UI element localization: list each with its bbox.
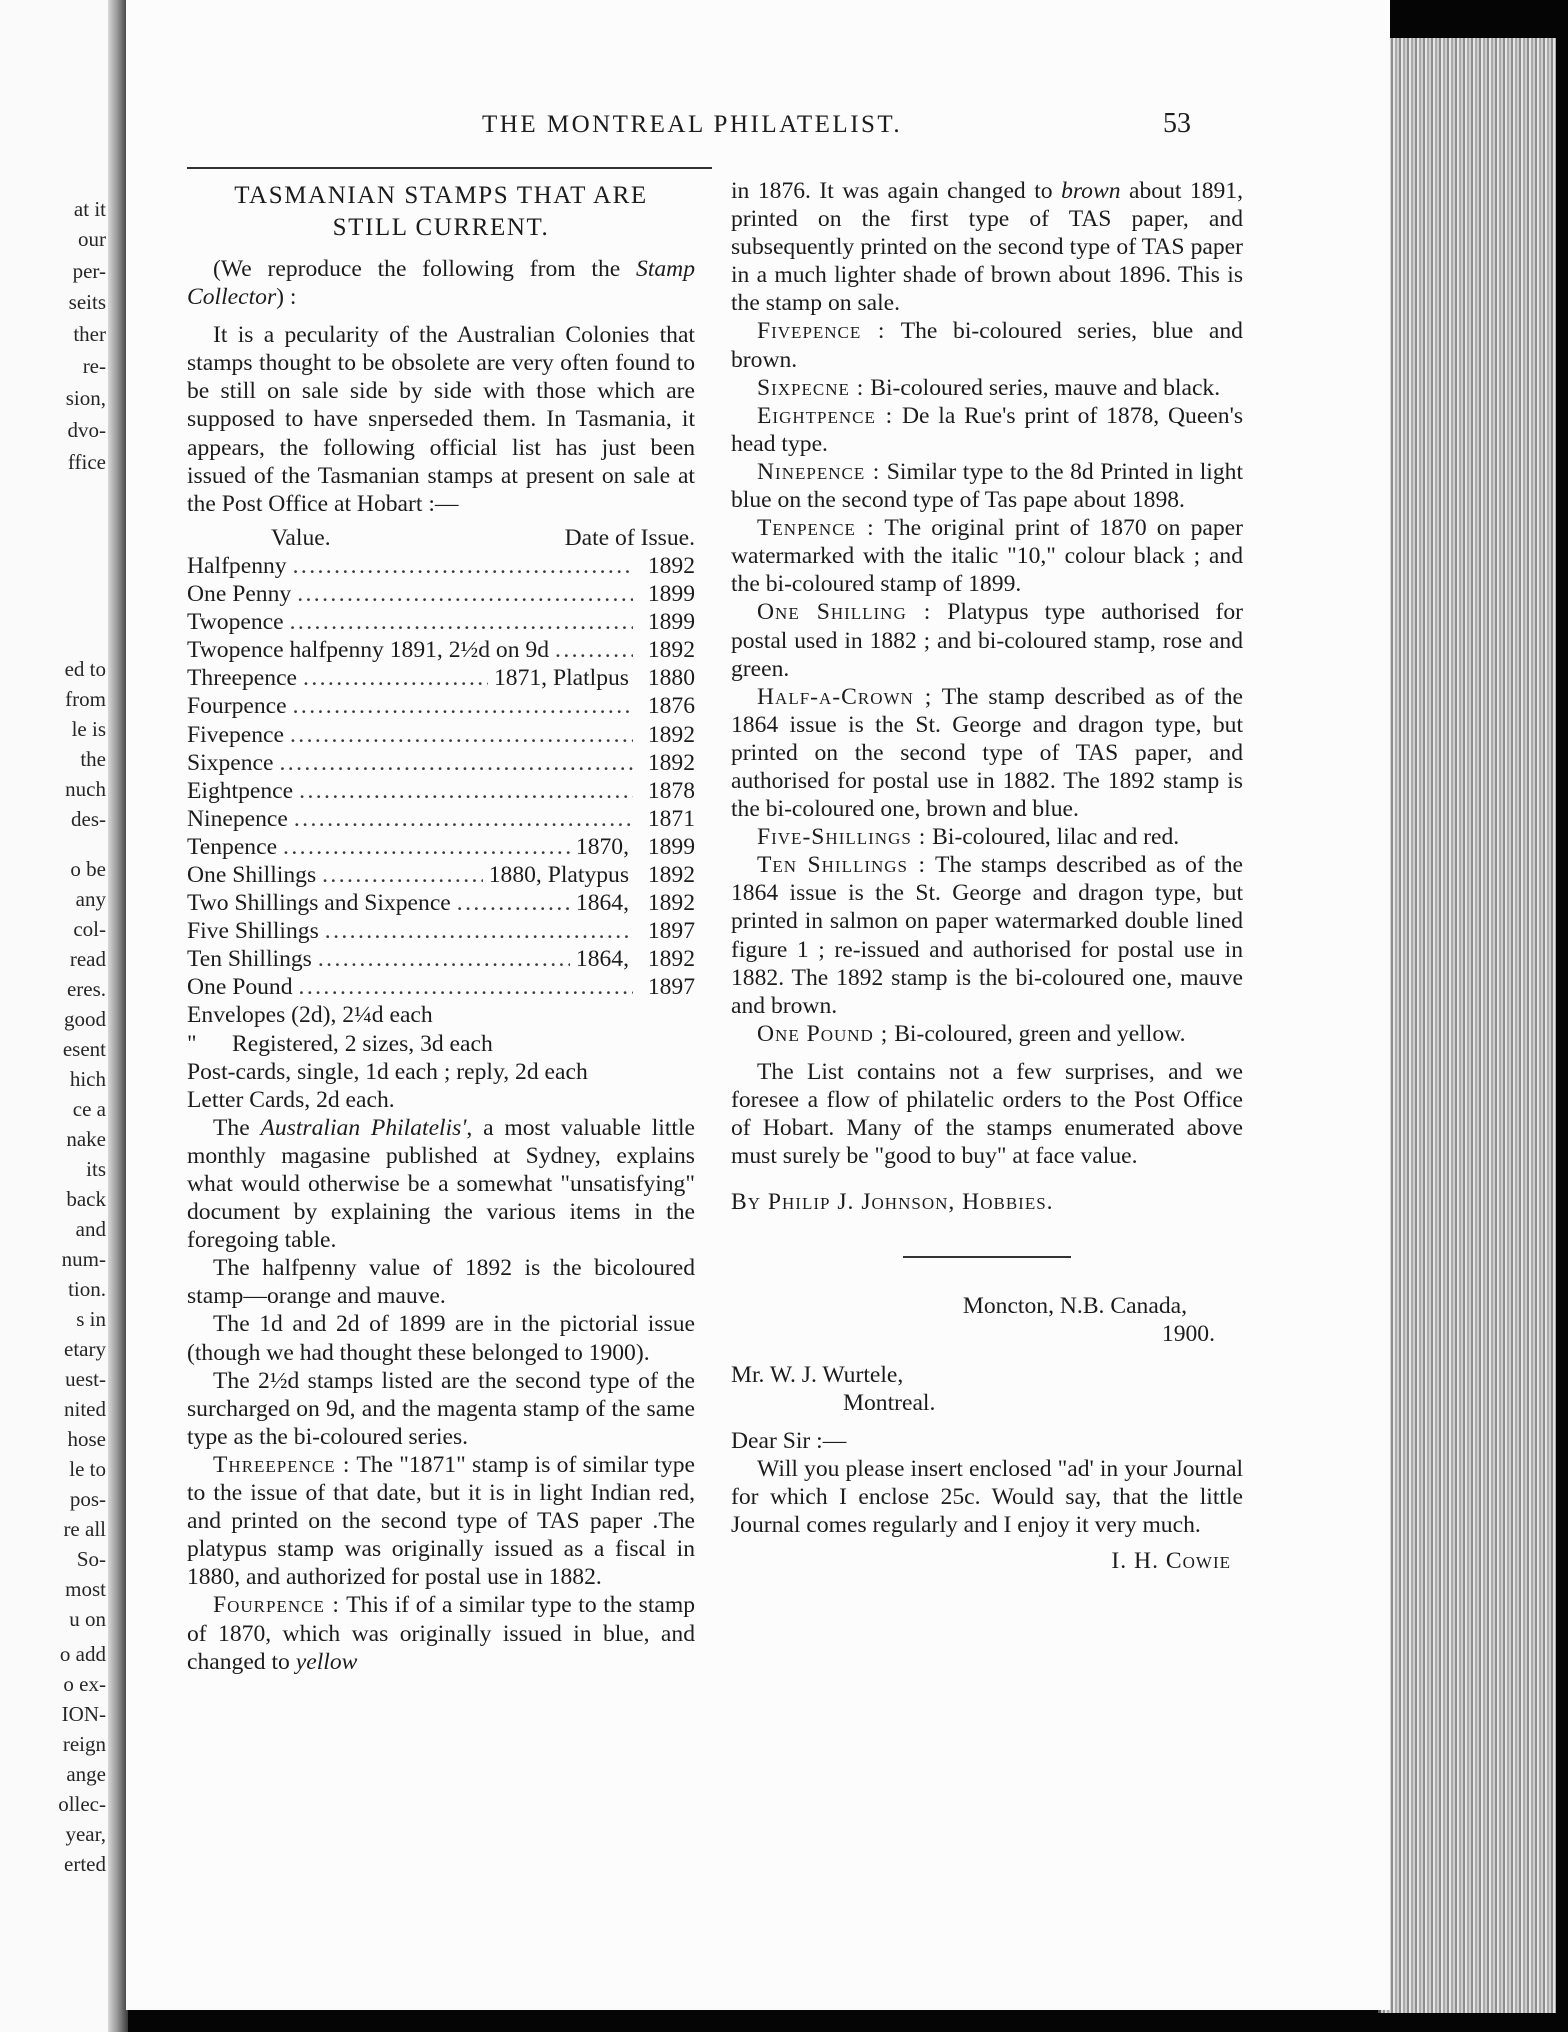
facing-page-text: num- — [61, 1247, 106, 1271]
column-left — [187, 180, 695, 1676]
facing-page-text: o be — [70, 857, 106, 881]
stamp-value: Halfpenny — [187, 552, 287, 579]
facing-page-text: at it — [73, 197, 106, 221]
stamp-value: One Pound — [187, 974, 293, 1001]
facing-page-text: seits — [68, 290, 106, 314]
facing-page-text: re all — [63, 1517, 106, 1541]
facing-page-text: the — [80, 747, 106, 771]
facing-page-text: back — [66, 1187, 106, 1211]
misc-lines — [187, 1001, 695, 1113]
table-row — [187, 552, 695, 580]
paragraph-halfpenny: The halfpenny value of 1892 is the bicoloured stamp—orange and mauve. — [187, 1255, 695, 1310]
letter-year: 1900. — [1161, 1321, 1215, 1348]
stamp-description — [731, 851, 1243, 1020]
stamp-value: Five Shillings — [187, 918, 319, 945]
stamp-extra: 1864, — [575, 890, 629, 917]
facing-page-text: le to — [69, 1457, 106, 1481]
leader-dots — [283, 833, 570, 861]
stamp-year: 1897 — [647, 974, 695, 1001]
stamp-year: 1892 — [647, 721, 695, 748]
leader-dots — [303, 664, 488, 692]
stamp-description-label: Half-a-Crown ; — [757, 683, 933, 710]
leader-dots — [297, 580, 633, 608]
facing-page-text: erted — [64, 1852, 106, 1876]
stamp-value: Tenpence — [187, 833, 278, 860]
stamp-description — [731, 1020, 1243, 1048]
section-divider — [903, 1256, 1071, 1258]
facing-page-text: nake — [66, 1127, 106, 1151]
stamp-description-label: Tenpence : — [757, 515, 875, 542]
stamp-description — [731, 683, 1243, 823]
stamp-value: One Penny — [187, 581, 292, 608]
table-row — [187, 945, 695, 973]
stamp-extra: 1871, Platlpus — [493, 665, 629, 692]
facing-page-text: o add — [59, 1642, 106, 1666]
letter-city: Montreal. — [843, 1389, 936, 1416]
table-header-date: Date of Issue. — [564, 524, 695, 551]
facing-page-text: our — [78, 227, 106, 251]
facing-page-text: any — [75, 887, 106, 911]
leader-dots — [290, 608, 633, 636]
stamp-description-label: One Pound ; — [757, 1020, 889, 1047]
facing-page-fragment — [0, 0, 112, 2032]
byline: By Philip J. Johnson, Hobbies. — [731, 1189, 1054, 1216]
facing-page-text: its — [86, 1157, 106, 1181]
facing-page-text: ed to — [64, 657, 106, 681]
book-gutter — [108, 0, 128, 2032]
facing-page-text: So- — [76, 1547, 106, 1571]
stamp-value: One Shillings — [187, 861, 317, 888]
stamp-extra: 1864, — [575, 946, 629, 973]
stamp-year: 1892 — [647, 890, 695, 917]
table-row — [187, 889, 695, 917]
stamp-description-label: One Shilling : — [757, 599, 932, 626]
stamp-table — [187, 552, 695, 1002]
stamp-year: 1899 — [647, 581, 695, 608]
stamp-value: Fivepence — [187, 721, 284, 748]
table-row — [187, 692, 695, 720]
column-right — [731, 177, 1243, 1575]
facing-page-text: good — [64, 1007, 106, 1031]
facing-page-text: ollec- — [58, 1792, 106, 1816]
article-title-line1: TASMANIAN STAMPS THAT ARE — [234, 182, 648, 209]
facing-page-text: etary — [64, 1337, 106, 1361]
leader-dots — [293, 552, 633, 580]
table-row — [187, 636, 695, 664]
facing-page-text: reign — [62, 1732, 106, 1756]
stamp-descriptions — [731, 317, 1243, 1047]
facing-page-text: nited — [64, 1397, 106, 1421]
facing-page-text: from — [65, 687, 106, 711]
stamp-year: 1892 — [647, 946, 695, 973]
stamp-value: Two Shillings and Sixpence — [187, 890, 451, 917]
stamp-value: Twopence halfpenny 1891, 2½d on 9d — [187, 637, 550, 664]
stamp-description-text: De la Rue's print of 1878, Queen's head type. — [731, 402, 1243, 457]
stamp-extra: 1870, — [575, 833, 629, 860]
facing-page-text: nuch — [65, 777, 106, 801]
stamp-value: Threepence — [187, 665, 298, 692]
stamp-year: 1892 — [647, 749, 695, 776]
stamp-description — [731, 598, 1243, 682]
leader-dots — [299, 777, 633, 805]
leader-dots — [290, 721, 633, 749]
facing-page-text: most — [65, 1577, 106, 1601]
stamp-year: 1897 — [647, 918, 695, 945]
facing-page-text: u on — [69, 1607, 106, 1631]
table-row — [187, 608, 695, 636]
stamp-description-label: Ninepence : — [757, 458, 881, 485]
header-rule — [187, 167, 712, 169]
table-row — [187, 580, 695, 608]
facing-page-text: dvo- — [67, 418, 106, 442]
table-row — [187, 833, 695, 861]
paragraph-peculiarity: It is a pecularity of the Australian Colonies that stamps thought to be obsolete are very often found to be still on sale side by side with those which are supposed to have snperseded them. In Tasmania, it appears, the following official list has just been issued of the Tasmanian stamps at present on sale at the Post Office at Hobart :— — [187, 322, 695, 517]
table-row — [187, 664, 695, 692]
stamp-description-text: Platypus type authorised for postal used in 1882 ; and bi-coloured stamp, rose and green. — [731, 599, 1243, 682]
letter-place: Moncton, N.B. Canada, — [962, 1293, 1187, 1320]
stamp-value: Fourpence — [187, 693, 287, 720]
paragraph-threepence: Threepence : The "1871" stamp is of similar type to the issue of that date, but it is in light Indian red, and printed on the second type of TAS paper .The platypus stamp was originally issued as a fiscal in 1880, and authorized for postal use in 1882. — [187, 1451, 695, 1591]
stamp-year: 1876 — [647, 693, 695, 720]
facing-page-text: year, — [65, 1822, 106, 1846]
page-number: 53 — [1163, 108, 1191, 139]
facing-page-text: ffice — [67, 450, 106, 474]
facing-page-text: and — [75, 1217, 106, 1241]
paragraph-1d-2d: The 1d and 2d of 1899 are in the pictorial issue (though we had thought these belonged to 1900). — [187, 1311, 695, 1366]
facing-page-text: o ex- — [63, 1672, 106, 1696]
stamp-description — [731, 458, 1243, 514]
stamp-description-text: Bi-coloured, lilac and red. — [932, 824, 1180, 851]
letter-signature: I. H. Cowie — [1111, 1548, 1231, 1575]
facing-page-text: col- — [73, 917, 106, 941]
table-row — [187, 721, 695, 749]
leader-dots — [325, 917, 633, 945]
facing-page-text: ange — [66, 1762, 106, 1786]
stamp-description-text: Bi-coloured, green and yellow. — [894, 1020, 1186, 1047]
stamp-description-text: The stamp described as of the 1864 issue is the St. George and dragon type, but printed on the second type of TAS paper, and authorised for postal use in 1882. The 1892 stamp is the bi-coloured one, brown and blue. — [731, 683, 1243, 823]
stamp-description — [731, 402, 1243, 458]
stamp-description-text: The original print of 1870 on paper watermarked with the italic "10," colour black ; and the bi-coloured stamp of 1899. — [731, 515, 1243, 598]
stamp-description — [731, 317, 1243, 373]
running-title: THE MONTREAL PHILATELIST. — [482, 111, 903, 138]
stamp-description — [731, 374, 1243, 402]
stamp-description-text: The stamps described as of the 1864 issue is the St. George and dragon type, but printed in salmon on paper watermarked double lined figure 1 ; re-issued and authorised for postal use in 1882. The 1892 stamp is the bi-coloured one, mauve and brown. — [731, 852, 1243, 1019]
stamp-description-label: Sixpecne : — [757, 374, 865, 401]
fourpence-label: Fourpence : — [213, 1592, 340, 1619]
misc-line: Letter Cards, 2d each. — [187, 1086, 395, 1113]
table-row — [187, 749, 695, 777]
stamp-extra: 1880, Platypus — [488, 861, 629, 888]
source-title: Stamp Collector — [187, 256, 695, 311]
facing-page-text: hich — [69, 1067, 106, 1091]
table-row — [187, 777, 695, 805]
paragraph-fourpence-start: Fourpence : This if of a similar type to the stamp of 1870, which was originally issued in blue, and changed to yellow — [187, 1592, 696, 1675]
stamp-year: 1871 — [647, 805, 695, 832]
stamp-description-label: Ten Shillings : — [757, 852, 927, 879]
misc-line: Post-cards, single, 1d each ; reply, 2d each — [187, 1058, 588, 1085]
table-header-value: Value. — [271, 524, 331, 551]
table-row — [187, 805, 695, 833]
article-title — [187, 180, 695, 244]
facing-page-text: sion, — [65, 386, 106, 410]
facing-page-text: tion. — [68, 1277, 106, 1301]
facing-page-text: ION- — [61, 1702, 106, 1726]
paragraph-2half: The 2½d stamps listed are the second type of the surcharged on 9d, and the magenta stamp of the same type as the bi-coloured series. — [187, 1367, 695, 1450]
facing-page-text: pos- — [69, 1487, 106, 1511]
leader-dots — [322, 861, 483, 889]
stamp-value: Ninepence — [187, 805, 288, 832]
table-header — [187, 524, 695, 552]
stamp-value: Twopence — [187, 609, 284, 636]
leader-dots — [555, 636, 633, 664]
facing-page-text: esent — [62, 1037, 106, 1061]
facing-page-text: read — [69, 947, 106, 971]
leader-dots — [293, 692, 633, 720]
stamp-description-label: Fivepence : — [757, 318, 886, 345]
facing-page-text: uest- — [65, 1367, 106, 1391]
stamp-description-text: Bi-coloured series, mauve and black. — [870, 374, 1221, 401]
stamp-year: 1892 — [647, 861, 695, 888]
misc-line: Envelopes (2d), 2¼d each — [187, 1002, 433, 1029]
facing-page-text: ce a — [72, 1097, 106, 1121]
facing-page-text: eres. — [66, 977, 106, 1001]
page-edges — [1378, 38, 1556, 2013]
letter-recipient: Mr. W. J. Wurtele, — [731, 1361, 904, 1388]
leader-dots — [318, 945, 570, 973]
stamp-description — [731, 514, 1243, 598]
magazine-title: Australian Philatelis' — [260, 1114, 467, 1141]
stamp-value: Eightpence — [187, 777, 294, 804]
facing-page-text: re- — [82, 354, 106, 378]
table-row — [187, 861, 695, 889]
misc-line: " Registered, 2 sizes, 3d each — [187, 1030, 493, 1057]
facing-page-text: s in — [76, 1307, 106, 1331]
stamp-value: Sixpence — [187, 749, 274, 776]
intro-paragraph: (We reproduce the following from the Stamp Collector) : — [187, 256, 695, 311]
leader-dots — [457, 889, 570, 917]
facing-page-text: hose — [67, 1427, 106, 1451]
stamp-year: 1880 — [647, 665, 695, 692]
article-title-line2: STILL CURRENT. — [332, 214, 550, 241]
stamp-description-text: Similar type to the 8d Printed in light blue on the second type of Tas pape about 1898. — [731, 458, 1244, 514]
stamp-description-text: The bi-coloured series, blue and brown. — [731, 318, 1243, 373]
stamp-description-label: Five-Shillings : — [757, 824, 927, 851]
leader-dots — [294, 805, 633, 833]
stamp-description-label: Eightpence : — [757, 402, 894, 429]
facing-page-text: des- — [71, 807, 106, 831]
table-row — [187, 973, 695, 1001]
paragraph-australian-philatelist: The Australian Philatelis', a most valuable little monthly magasine published at Sydney, explains what would otherwise be a somewhat "unsatisfying" document by explaining the various items in the foregoing table. — [187, 1114, 695, 1254]
stamp-year: 1892 — [647, 637, 695, 664]
paragraph-list-surprises: The List contains not a few surprises, and we foresee a flow of philatelic orders to the Post Office of Hobart. Many of the stamps enumerated above must surely be "good to buy" at face value. — [731, 1058, 1243, 1170]
table-row — [187, 917, 695, 945]
letter-body: Will you please insert enclosed "ad' in your Journal for which I enclose 25c. Would say, that the little Journal comes regularly and I enjoy it very much. — [731, 1455, 1243, 1539]
letter-salutation: Dear Sir :— — [731, 1427, 847, 1454]
stamp-year: 1899 — [647, 609, 695, 636]
threepence-label: Threepence : — [213, 1451, 351, 1478]
leader-dots — [279, 749, 633, 777]
stamp-description — [731, 823, 1243, 851]
paragraph-fourpence-cont: in 1876. It was again changed to brown about 1891, printed on the first type of TAS paper, and subsequently printed on the second type of TAS paper in a much lighter shade of brown about 1896. This is the stamp on sale. — [731, 178, 1243, 317]
stamp-year: 1878 — [647, 777, 695, 804]
leader-dots — [299, 973, 633, 1001]
stamp-year: 1892 — [647, 552, 695, 579]
stamp-year: 1899 — [647, 833, 695, 860]
facing-page-text: ther — [73, 322, 106, 346]
facing-page-text: le is — [71, 717, 106, 741]
stamp-value: Ten Shillings — [187, 946, 312, 973]
facing-page-text: per- — [72, 259, 106, 283]
